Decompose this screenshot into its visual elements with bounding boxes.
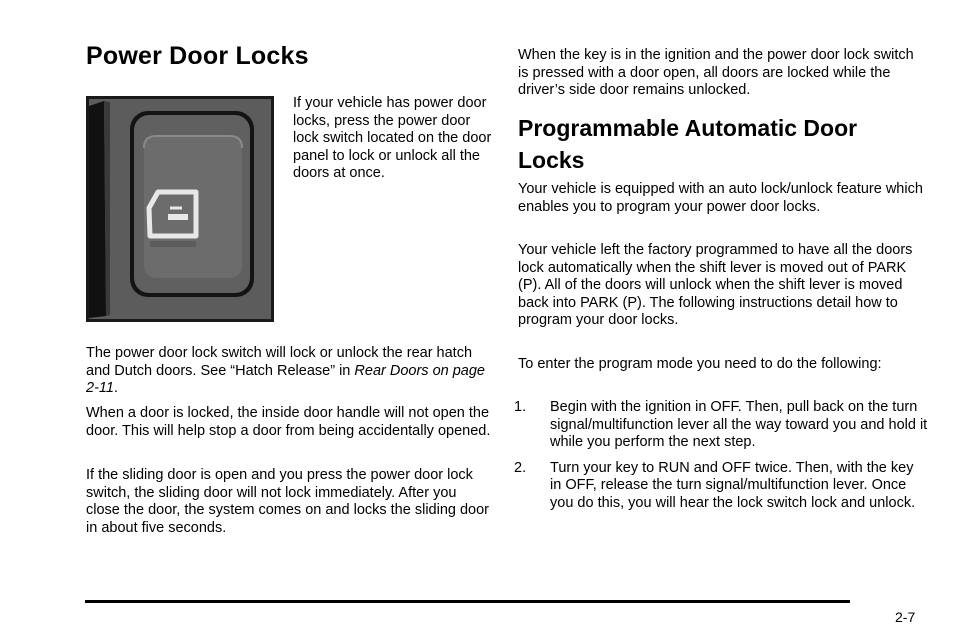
paragraph-factory-program: Your vehicle left the factory programmed to have all the doors lock automatically when the shift lever is moved out of PARK (P). All of the doors will unlock when the shift lever is moved back into PARK (P). The following instructions detail how to program your door locks. — [518, 242, 913, 328]
page-number: 2-7 — [895, 609, 916, 625]
paragraph-key-ignition: When the key is in the ignition and the power door lock switch is pressed with a door open, all doors are locked while the driver’s side door remains unlocked. — [518, 47, 914, 98]
paragraph-auto-lock: Your vehicle is equipped with an auto lock/unlock feature which enables you to program your power door locks. — [518, 181, 923, 215]
door-lock-switch-figure — [86, 96, 274, 322]
step-number: 2. — [514, 459, 527, 476]
steps-list — [514, 399, 928, 512]
step-number: 1. — [514, 399, 527, 415]
cross-reference-link[interactable]: Rear Doors on page 2-11 — [86, 362, 485, 396]
intro-paragraph: If your vehicle has power door locks, press the power door lock switch located on the door panel to lock or unlock all the doors at once. — [293, 95, 492, 181]
paragraph-hatch — [86, 345, 494, 398]
door-lock-switch-icon — [86, 96, 274, 322]
paragraph-hatch-text: The power door lock switch will lock or unlock the rear hatch and Dutch doors. See “Hatch Release” in — [86, 345, 473, 379]
footer-rule — [85, 600, 850, 603]
paragraph-sliding-door: If the sliding door is open and you press the power door lock switch, the sliding door will not lock immediately. After you close the door, the system comes on and locks the sliding door in about five seconds. — [86, 467, 489, 536]
page-title: Power Door Locks — [86, 42, 309, 70]
step-text: Begin with the ignition in OFF. Then, pull back on the turn signal/multifunction lever all the way toward you and hold it while you perform the next step. — [550, 399, 928, 450]
paragraph-program-mode: To enter the program mode you need to do the following: — [518, 356, 882, 372]
section-heading-programmable: Programmable Automatic Door Locks — [518, 115, 858, 173]
list-item — [514, 459, 928, 513]
paragraph-inside-handle: When a door is locked, the inside door handle will not open the door. This will help stop a door from being accidentally opened. — [86, 405, 491, 439]
period: . — [113, 380, 118, 396]
step-text: Turn your key to RUN and OFF twice. Then, with the key in OFF, release the turn signal/multifunction lever. Once you do this, you will hear the lock switch lock and unlock. — [550, 459, 916, 511]
list-item — [514, 399, 928, 452]
